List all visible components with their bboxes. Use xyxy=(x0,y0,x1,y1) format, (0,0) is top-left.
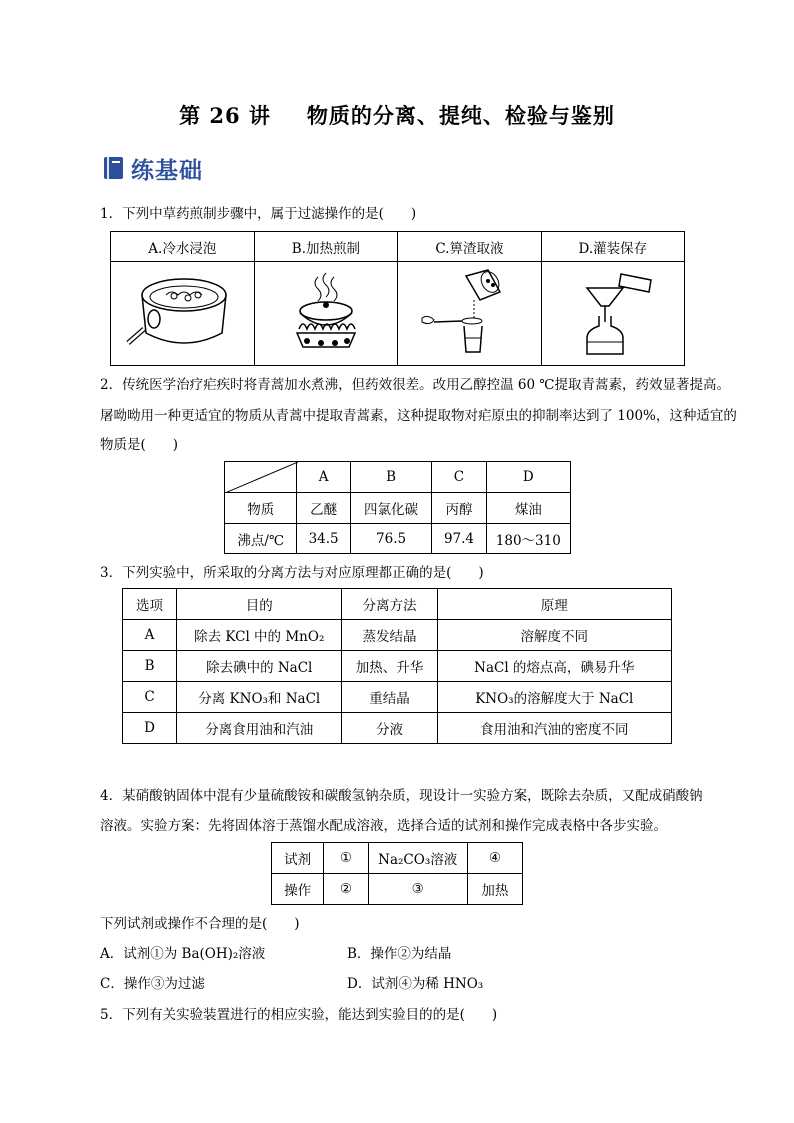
q3-table xyxy=(122,588,672,744)
q3-cell: KNO₃的溶解度大于 NaCl xyxy=(437,682,671,713)
bottling-icon xyxy=(563,266,663,358)
q2-header-b: B xyxy=(350,462,432,493)
q3-header: 选项 xyxy=(123,589,177,620)
q1-image-b xyxy=(254,262,398,366)
q4-row-label-operation: 操作 xyxy=(272,874,324,905)
lecture-topic: 物质的分离、提纯、检验与鉴别 xyxy=(306,103,615,128)
q2-cell: 丙醇 xyxy=(432,493,486,524)
q3-cell: D xyxy=(123,713,177,744)
q3-cell: 加热、升华 xyxy=(342,651,437,682)
section-header xyxy=(103,152,203,184)
q1-option-b: B.加热煎制 xyxy=(254,232,398,262)
page-title xyxy=(0,100,794,130)
q4-row-label-reagent: 试剂 xyxy=(272,843,324,874)
q4-table xyxy=(271,842,523,905)
q2-header-d: D xyxy=(486,462,570,493)
q2-cell: 34.5 xyxy=(297,524,350,554)
q2-line-1: 2．传统医学治疗疟疾时将青蒿加水煮沸，但药效很差。改用乙醇控温 60 ℃提取青蒿素，药效显著提高。 xyxy=(100,377,730,393)
q3-cell: 分离食用油和汽油 xyxy=(177,713,342,744)
q3-cell: B xyxy=(123,651,177,682)
q1-option-a: A.冷水浸泡 xyxy=(111,232,255,262)
q2-cell: 煤油 xyxy=(486,493,570,524)
q1-image-c xyxy=(398,262,542,366)
q2-row-label-boiling-point: 沸点/℃ xyxy=(225,524,297,554)
q3-cell: 蒸发结晶 xyxy=(342,620,437,651)
q3-cell: 重结晶 xyxy=(342,682,437,713)
q3-cell: A xyxy=(123,620,177,651)
q3-header: 原理 xyxy=(437,589,671,620)
q4-option-b: B．操作②为结晶 xyxy=(347,946,452,962)
q3-cell: C xyxy=(123,682,177,713)
soaking-pot-icon xyxy=(122,267,242,357)
q1-option-c: C.箅渣取液 xyxy=(398,232,542,262)
book-icon xyxy=(103,156,125,180)
q4-cell: 加热 xyxy=(467,874,522,905)
q3-stem: 3．下列实验中，所采取的分离方法与对应原理都正确的是( ) xyxy=(100,565,484,581)
q4-question: 下列试剂或操作不合理的是( ) xyxy=(100,916,300,932)
q1-table xyxy=(110,231,685,366)
q2-table xyxy=(224,461,571,554)
strainer-icon xyxy=(414,266,524,358)
q3-cell: 分离 KNO₃和 NaCl xyxy=(177,682,342,713)
q4-cell: ④ xyxy=(467,843,522,874)
q4-line-1: 4．某硝酸钠固体中混有少量硫酸铵和碳酸氢钠杂质，现设计一实验方案，既除去杂质，又配成硝酸钠 xyxy=(100,788,703,804)
q2-cell: 四氯化碳 xyxy=(350,493,432,524)
q2-cell: 180～310 xyxy=(486,524,570,554)
q3-cell: 除去 KCl 中的 MnO₂ xyxy=(177,620,342,651)
q4-cell: Na₂CO₃溶液 xyxy=(368,843,467,874)
q2-cell: 乙醚 xyxy=(297,493,350,524)
q3-cell: 除去碘中的 NaCl xyxy=(177,651,342,682)
q2-line-3: 物质是( ) xyxy=(100,437,179,453)
q4-line-2: 溶液。实验方案：先将固体溶于蒸馏水配成溶液，选择合适的试剂和操作完成表格中各步实验。 xyxy=(100,818,667,834)
diagonal-header-cell xyxy=(225,462,297,493)
q2-header-a: A xyxy=(297,462,350,493)
q5-stem: 5．下列有关实验装置进行的相应实验，能达到实验目的的是( ) xyxy=(100,1007,498,1023)
q4-cell: ② xyxy=(324,874,368,905)
q3-header: 分离方法 xyxy=(342,589,437,620)
q4-option-d: D．试剂④为稀 HNO₃ xyxy=(347,976,484,992)
q4-option-a: A．试剂①为 Ba(OH)₂溶液 xyxy=(100,946,266,962)
heating-pot-icon xyxy=(271,267,381,357)
q2-row-label-substance: 物质 xyxy=(225,493,297,524)
lecture-number: 第 26 讲 xyxy=(179,103,271,128)
q2-cell: 97.4 xyxy=(432,524,486,554)
q1-image-d xyxy=(541,262,684,366)
q3-cell: NaCl 的熔点高，碘易升华 xyxy=(437,651,671,682)
section-label: 练基础 xyxy=(131,157,203,184)
q3-cell: 溶解度不同 xyxy=(437,620,671,651)
q4-cell: ③ xyxy=(368,874,467,905)
q3-cell: 食用油和汽油的密度不同 xyxy=(437,713,671,744)
q2-line-2: 屠呦呦用一种更适宜的物质从青蒿中提取青蒿素，这种提取物对疟原虫的抑制率达到了 100%，这种适宜的 xyxy=(100,408,737,424)
q4-cell: ① xyxy=(324,843,368,874)
q4-option-c: C．操作③为过滤 xyxy=(100,976,205,992)
q1-stem: 1．下列中草药煎制步骤中，属于过滤操作的是( ) xyxy=(100,206,417,222)
q2-header-c: C xyxy=(432,462,486,493)
q3-header: 目的 xyxy=(177,589,342,620)
q1-option-d: D.灌装保存 xyxy=(541,232,684,262)
q3-cell: 分液 xyxy=(342,713,437,744)
q1-image-a xyxy=(111,262,255,366)
q2-cell: 76.5 xyxy=(350,524,432,554)
